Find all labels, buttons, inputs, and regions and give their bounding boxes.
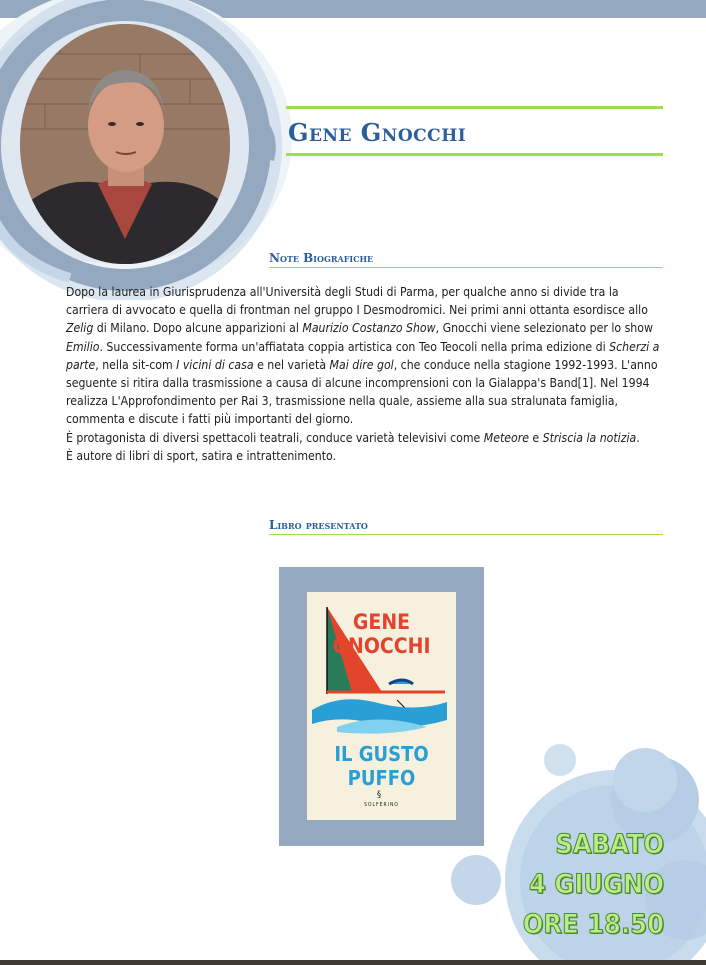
bio-text-run: , nella sit-com [95, 357, 177, 372]
cover-author: GENE GNOCCHI [332, 610, 431, 658]
bio-text-run: È autore di libri di sport, satira e intrattenimento. [66, 448, 336, 463]
event-day: SABATO [555, 829, 664, 860]
bio-text-run: , Gnocchi viene selezionato per lo show [435, 321, 653, 336]
bio-italic-title: Emilio [66, 339, 100, 354]
bio-paragraph-2 [66, 429, 664, 447]
bio-text-run: , che conduce nella stagione 1992-1993. L'anno seguente si ritira dalla trasmissione a causa di alcune incomprensioni con la Gialappa's Band[1]. Nel 1994 realizza L'Approfondimento per Rai 3, trasmissione nella quale, assieme alla sua stralunata famiglia, commenta e discute i fatti più importanti del giorno. [66, 357, 658, 427]
event-date: 4 GIUGNO [529, 869, 664, 900]
bio-text-run: e [528, 430, 543, 445]
speaker-name: Gene Gnocchi [288, 118, 467, 147]
book-heading: Libro presentato [269, 518, 368, 532]
bio-italic-title: Striscia la notizia [542, 430, 637, 445]
bio-italic-title: I vicini di casa [176, 357, 254, 372]
bio-italic-title: Scherzi a parte [66, 339, 660, 372]
speaker-name-box [286, 106, 663, 156]
bio-text-run: e nel varietà [253, 357, 330, 372]
bio-text-run: Dopo la laurea in Giurisprudenza all'Università degli Studi di Parma, per qualche anno si divide tra la carriera di avvocato e quella di frontman nel gruppo I Desmodromici. Nei primi anni ottanta esordisce allo [66, 285, 648, 318]
book-cover [307, 592, 456, 820]
bio-italic-title: Meteore [483, 430, 529, 445]
bio-paragraph-3 [66, 447, 664, 465]
bio-italic-title: Maurizio Costanzo Show [302, 321, 436, 336]
bio-italic-title: Zelig [66, 321, 94, 336]
bio-italic-title: Mai dire gol [329, 357, 394, 372]
bio-text-run: . [636, 430, 640, 445]
bio-text-run: . Successivamente forma un'affiatata coppia artistica con Teo Teocoli nella prima edizione di [99, 339, 610, 354]
bottom-bar [0, 960, 706, 965]
cover-publisher: SOLFERINO [364, 802, 399, 808]
speaker-portrait [20, 24, 230, 264]
bio-text [66, 283, 664, 465]
event-time: ORE 18.50 [522, 909, 664, 940]
bio-heading: Note Biografiche [269, 251, 374, 265]
bio-section-header [269, 251, 663, 268]
book-section-header [269, 518, 663, 535]
bio-paragraph-1 [66, 283, 664, 429]
cover-title: IL GUSTO PUFFO [334, 742, 429, 790]
bio-text-run: È protagonista di diversi spettacoli teatrali, conduce varietà televisivi come [66, 430, 484, 445]
bio-text-run: di Milano. Dopo alcune apparizioni al [93, 321, 303, 336]
publisher-logo-icon: § [377, 790, 382, 800]
